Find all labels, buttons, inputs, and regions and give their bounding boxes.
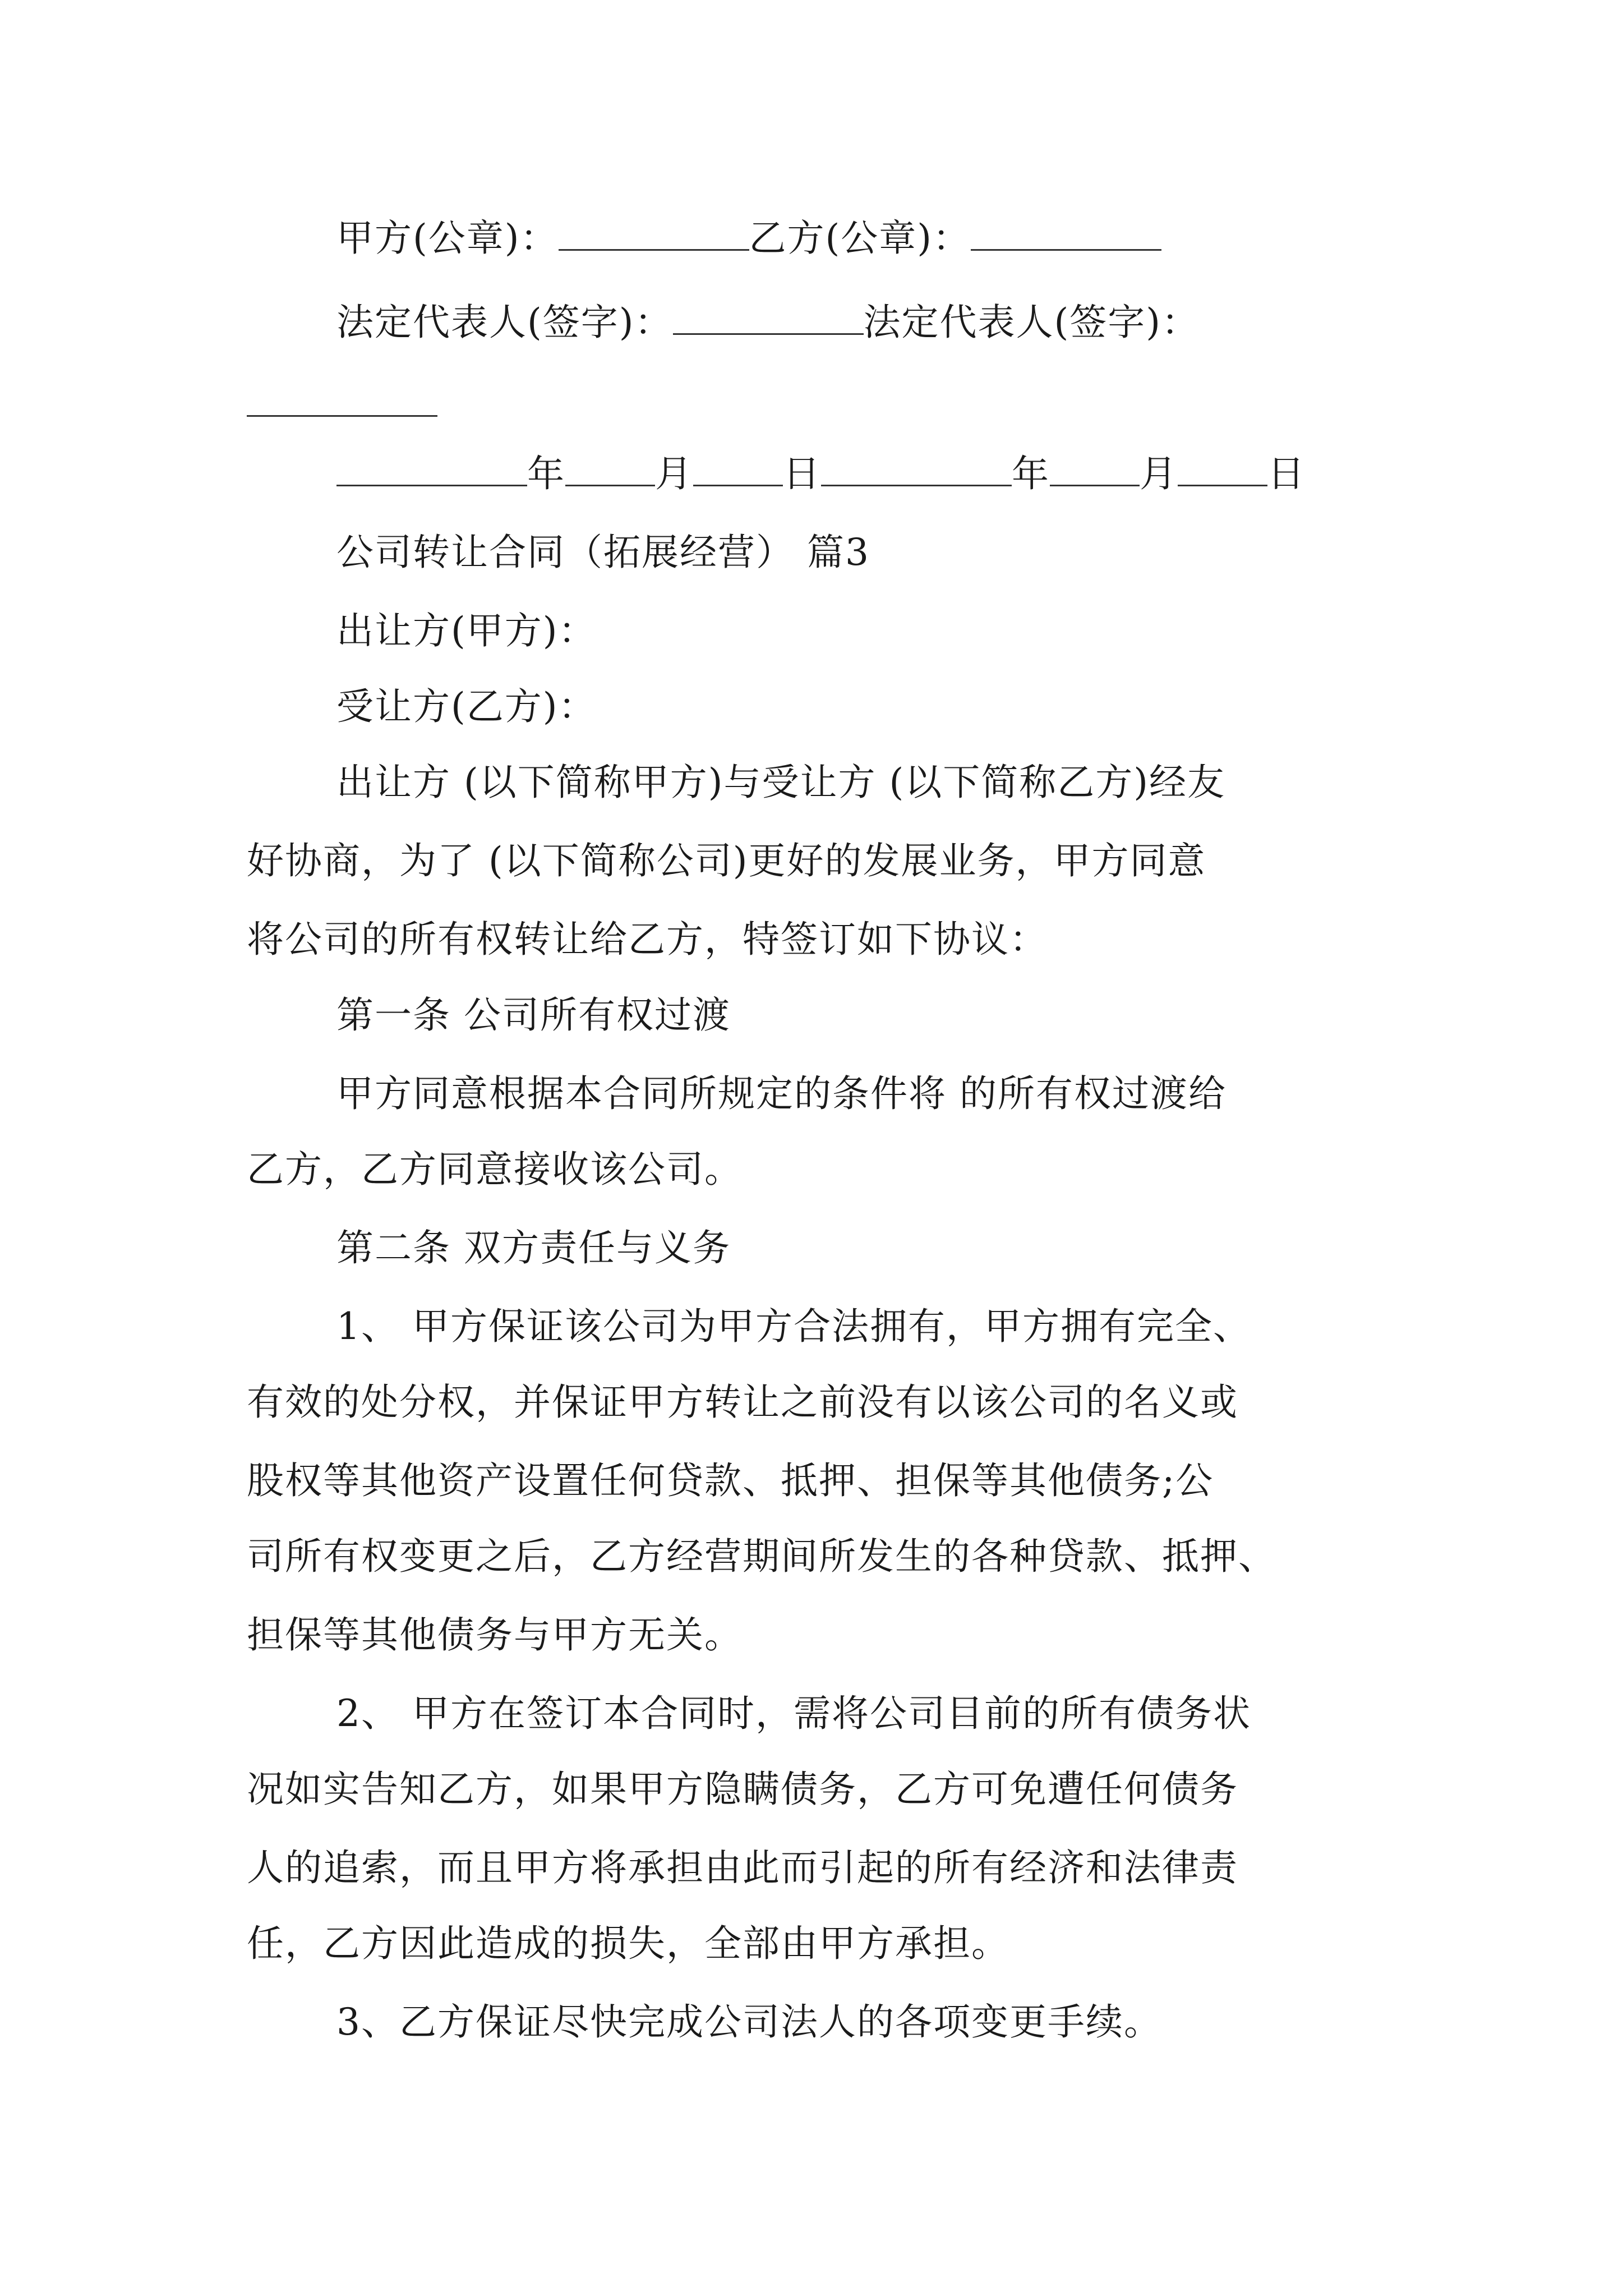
clause-1-line: 司所有权变更之后，乙方经营期间所发生的各种贷款、抵押、 — [247, 1535, 1276, 1578]
transferor-line: 出让方(甲方)： — [336, 609, 597, 652]
day-b-blank — [1178, 451, 1267, 486]
month-b-blank — [1050, 451, 1140, 486]
clause-2-line: 任，乙方因此造成的损失，全部由甲方承担。 — [247, 1922, 1009, 1965]
party-a-seal-label: 甲方(公章)： — [336, 217, 559, 260]
clause-2-line: 2、 甲方在签订本合同时，需将公司目前的所有债务状 — [336, 1692, 1251, 1735]
intro-line: 好协商，为了 (以下简称公司)更好的发展业务，甲方同意 — [247, 839, 1206, 882]
clause-2-line: 况如实告知乙方，如果甲方隐瞒债务，乙方可免遭任何债务 — [247, 1768, 1238, 1811]
document-heading: 公司转让合同（拓展经营） 篇3 — [336, 531, 870, 574]
clause-1-line: 有效的处分权，并保证甲方转让之前没有以该公司的名义或 — [247, 1381, 1238, 1424]
year-a-label: 年 — [527, 452, 565, 495]
month-a-blank — [565, 451, 655, 486]
clause-1-line: 股权等其他资产设置任何贷款、抵押、担保等其他债务;公 — [247, 1459, 1214, 1502]
legal-rep-b-label: 法定代表人(签字)： — [863, 301, 1200, 344]
month-b-label: 月 — [1140, 452, 1178, 495]
month-a-label: 月 — [655, 452, 693, 495]
intro-line: 将公司的所有权转让给乙方，特签订如下协议： — [247, 918, 1048, 961]
party-b-seal-blank — [971, 215, 1161, 251]
day-a-label: 日 — [783, 452, 821, 495]
day-b-label: 日 — [1267, 452, 1306, 495]
article-1-line: 甲方同意根据本合同所规定的条件将 的所有权过渡给 — [336, 1072, 1227, 1115]
year-b-label: 年 — [1012, 452, 1050, 495]
day-a-blank — [693, 451, 783, 486]
date-line — [336, 449, 1306, 499]
clause-3-line: 3、乙方保证尽快完成公司法人的各项变更手续。 — [336, 2000, 1162, 2044]
party-b-seal-label: 乙方(公章)： — [749, 217, 971, 260]
year-b-blank — [821, 451, 1012, 486]
article-1-title: 第一条 公司所有权过渡 — [336, 993, 731, 1037]
transferee-line: 受让方(乙方)： — [336, 685, 597, 728]
article-1-line: 乙方，乙方同意接收该公司。 — [247, 1148, 743, 1191]
legal-rep-line — [336, 297, 1200, 348]
clause-2-line: 人的追索，而且甲方将承担由此而引起的所有经济和法律责 — [247, 1846, 1238, 1889]
legal-rep-a-label: 法定代表人(签字)： — [336, 301, 673, 344]
year-a-blank — [336, 451, 527, 486]
party-a-seal-blank — [559, 215, 749, 251]
legal-rep-b-blank — [247, 415, 437, 417]
seal-line — [336, 213, 1161, 264]
intro-line: 出让方 (以下简称甲方)与受让方 (以下简称乙方)经友 — [336, 761, 1225, 804]
legal-rep-a-blank — [673, 300, 864, 335]
clause-1-line: 1、 甲方保证该公司为甲方合法拥有，甲方拥有完全、 — [336, 1305, 1251, 1348]
article-2-title: 第二条 双方责任与义务 — [336, 1226, 731, 1269]
clause-1-line: 担保等其他债务与甲方无关。 — [247, 1613, 743, 1657]
